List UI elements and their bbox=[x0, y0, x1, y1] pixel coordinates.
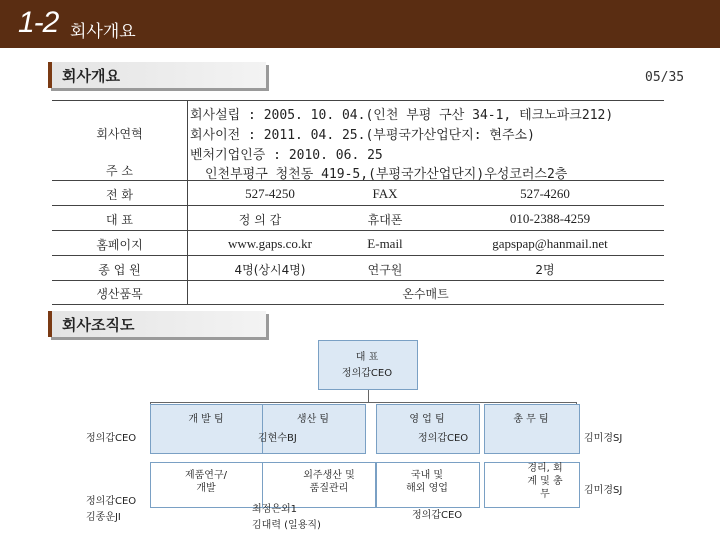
history-line-2: 회사이전 : 2011. 04. 25.(부평국가산업단지: 현주소) bbox=[190, 128, 535, 143]
table-column-divider bbox=[187, 100, 188, 304]
homepage-label: 홈페이지 bbox=[96, 238, 143, 252]
page-number: 05/35 bbox=[645, 70, 685, 85]
table-row-divider bbox=[52, 280, 664, 281]
org-prod-function-2: 품질관리 bbox=[309, 483, 349, 494]
section-heading-label: 회사조직도 bbox=[62, 316, 135, 334]
org-prod-staff-1: 최점은외1 bbox=[252, 504, 298, 515]
org-box-dev-team bbox=[150, 404, 264, 454]
staff-value: 4명(상시4명) bbox=[234, 263, 306, 277]
mobile-label: 휴대폰 bbox=[367, 213, 403, 227]
org-dev-head: 정의갑CEO bbox=[86, 433, 137, 444]
org-box-prod-team bbox=[262, 404, 366, 454]
ceo-value: 정 의 갑 bbox=[238, 213, 282, 227]
org-admin-function-3: 무 bbox=[540, 489, 550, 500]
researcher-label: 연구원 bbox=[367, 263, 403, 277]
address-label: 주 소 bbox=[106, 164, 133, 178]
history-line-1: 회사설립 : 2005. 10. 04.(인천 부평 구산 34-1, 테크노파크212) bbox=[190, 108, 614, 123]
org-dev-function-1: 제품연구/ bbox=[184, 470, 227, 481]
org-prod-head: 김현수BJ bbox=[258, 433, 297, 444]
org-sales-head: 정의갑CEO bbox=[418, 433, 469, 444]
org-admin-head: 김미경SJ bbox=[584, 433, 623, 444]
org-dev-staff-1: 정의갑CEO bbox=[86, 496, 137, 507]
researcher-value: 2명 bbox=[535, 263, 555, 277]
table-row-divider bbox=[52, 205, 664, 206]
org-box-sales-team bbox=[376, 404, 480, 454]
org-box-admin-team bbox=[484, 404, 580, 454]
products-value: 온수매트 bbox=[402, 287, 449, 301]
table-top-border bbox=[52, 100, 664, 101]
section-heading-overview bbox=[48, 62, 266, 88]
table-row-divider bbox=[52, 230, 664, 231]
org-admin-team-label: 총 무 팀 bbox=[513, 414, 549, 425]
staff-label: 종 업 원 bbox=[98, 263, 141, 277]
homepage-value[interactable]: www.gaps.co.kr bbox=[228, 236, 312, 251]
org-connector bbox=[368, 388, 369, 402]
org-sales-staff: 정의갑CEO bbox=[412, 510, 463, 521]
org-connector bbox=[150, 402, 576, 403]
org-admin-function-2: 계 및 총 bbox=[527, 476, 563, 487]
section-heading-org-chart bbox=[48, 311, 266, 337]
org-dev-function-2: 개발 bbox=[196, 483, 216, 494]
table-row-divider bbox=[52, 255, 664, 256]
fax-label: FAX bbox=[372, 186, 398, 201]
org-sales-function-2: 해외 영업 bbox=[406, 483, 448, 494]
org-dev-team-label: 개 발 팀 bbox=[188, 414, 224, 425]
org-dev-staff-2: 김종운JI bbox=[86, 512, 121, 523]
table-bottom-border bbox=[52, 304, 664, 305]
history-line-3: 벤처기업인증 : 2010. 06. 25 bbox=[190, 148, 383, 163]
org-prod-function-1: 외주생산 및 bbox=[303, 470, 355, 481]
slide-title: 회사개요 bbox=[70, 22, 136, 42]
phone-value: 527-4250 bbox=[245, 186, 295, 201]
fax-value: 527-4260 bbox=[520, 186, 570, 201]
org-prod-team-label: 생산 팀 bbox=[296, 414, 330, 425]
email-value[interactable]: gapspap@hanmail.net bbox=[492, 236, 608, 251]
slide-number: 1-2 bbox=[18, 6, 59, 39]
org-ceo-title: 대 표 bbox=[355, 352, 379, 363]
org-sales-team-label: 영 업 팀 bbox=[409, 414, 445, 425]
products-label: 생산품목 bbox=[96, 287, 143, 301]
mobile-value: 010-2388-4259 bbox=[509, 211, 591, 226]
org-admin-function-1: 경리, 회 bbox=[527, 463, 563, 474]
org-sales-function-1: 국내 및 bbox=[410, 470, 444, 481]
ceo-label: 대 표 bbox=[106, 213, 133, 227]
history-label: 회사연혁 bbox=[96, 127, 143, 141]
phone-label: 전 화 bbox=[106, 188, 133, 202]
address-value: 인천부평구 청천동 419-5,(부평국가산업단지)우성코러스2층 bbox=[205, 167, 568, 182]
email-label: E-mail bbox=[367, 236, 403, 251]
section-heading-label: 회사개요 bbox=[62, 67, 120, 85]
org-box-ceo bbox=[318, 340, 418, 390]
org-prod-staff-2: 김대력 (일용직) bbox=[252, 520, 321, 531]
org-ceo-name: 정의갑CEO bbox=[341, 368, 393, 379]
org-admin-staff: 김미경SJ bbox=[584, 485, 623, 496]
